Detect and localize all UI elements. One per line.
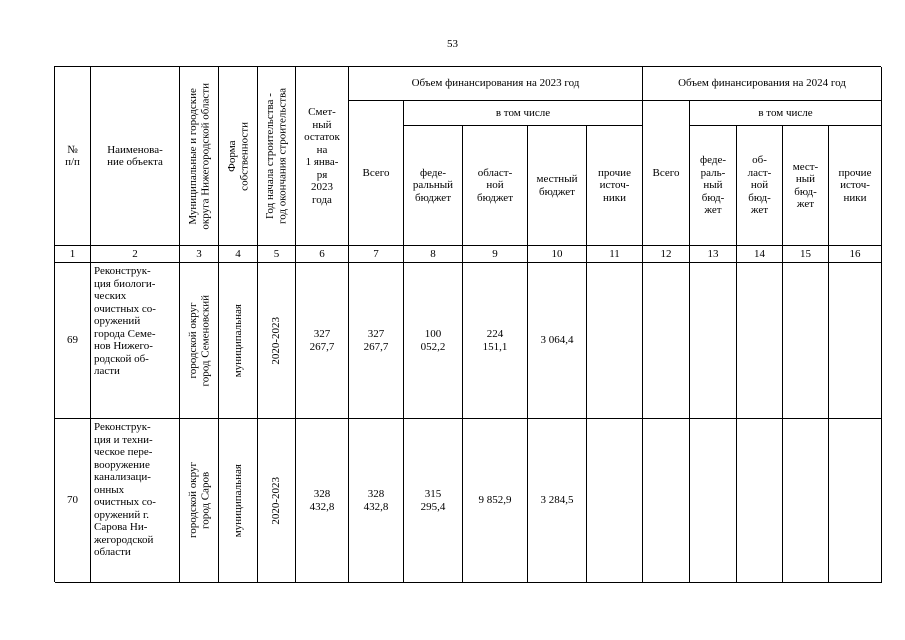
municipality: городской округ город Саров bbox=[180, 419, 219, 583]
column-number: 4 bbox=[219, 246, 258, 263]
construction-years: 2020-2023 bbox=[258, 419, 296, 583]
local-2023: 3 284,5 bbox=[528, 419, 587, 583]
column-number: 13 bbox=[690, 246, 737, 263]
regional-2023: 9 852,9 bbox=[463, 419, 528, 583]
column-number: 6 bbox=[296, 246, 349, 263]
other-2023 bbox=[587, 263, 643, 419]
column-number: 3 bbox=[180, 246, 219, 263]
row-num: 70 bbox=[55, 419, 91, 583]
object-name: Реконструк- ция биологи- ческих очистных со- оружений города Семе- нов Нижего- родской об- ласти bbox=[91, 263, 180, 419]
header-federal-2024: феде- раль- ный бюд- жет bbox=[690, 126, 737, 246]
other-2023 bbox=[587, 419, 643, 583]
estimate-balance: 328 432,8 bbox=[296, 419, 349, 583]
header-funding-2024: Объем финансирования на 2024 год bbox=[643, 67, 882, 101]
object-name: Реконструк- ция и техни- ческое пере- вооружение канализаци- онных очистных со- оружений г. Сарова Ни- жегородской области bbox=[91, 419, 180, 583]
header-including-2024: в том числе bbox=[690, 101, 882, 126]
header-local-2024: мест- ный бюд- жет bbox=[783, 126, 829, 246]
row-num: 69 bbox=[55, 263, 91, 419]
ownership: муниципальная bbox=[219, 419, 258, 583]
column-number: 9 bbox=[463, 246, 528, 263]
column-number: 8 bbox=[404, 246, 463, 263]
federal-2023: 100 052,2 bbox=[404, 263, 463, 419]
total-2023: 327 267,7 bbox=[349, 263, 404, 419]
other-2024 bbox=[829, 263, 882, 419]
regional-2023: 224 151,1 bbox=[463, 263, 528, 419]
column-number: 5 bbox=[258, 246, 296, 263]
regional-2024 bbox=[737, 419, 783, 583]
other-2024 bbox=[829, 419, 882, 583]
column-number: 16 bbox=[829, 246, 882, 263]
ownership: муниципальная bbox=[219, 263, 258, 419]
header-local-2023: местный бюджет bbox=[528, 126, 587, 246]
column-number: 2 bbox=[91, 246, 180, 263]
municipality: городской округ город Семеновский bbox=[180, 263, 219, 419]
header-ownership: Форма собственности bbox=[219, 67, 258, 246]
header-num: № п/п bbox=[55, 67, 91, 246]
header-other-2024: прочие источ- ники bbox=[829, 126, 882, 246]
header-regional-2024: об- ласт- ной бюд- жет bbox=[737, 126, 783, 246]
header-object-name: Наименова- ние объекта bbox=[91, 67, 180, 246]
header-regional-2023: област- ной бюджет bbox=[463, 126, 528, 246]
local-2024 bbox=[783, 263, 829, 419]
federal-2024 bbox=[690, 419, 737, 583]
column-number: 10 bbox=[528, 246, 587, 263]
total-2024 bbox=[643, 263, 690, 419]
header-funding-2023: Объем финансирования на 2023 год bbox=[349, 67, 643, 101]
header-other-2023: прочие источ- ники bbox=[587, 126, 643, 246]
header-total-2024: Всего bbox=[643, 101, 690, 246]
local-2024 bbox=[783, 419, 829, 583]
column-number: 14 bbox=[737, 246, 783, 263]
header-including-2023: в том числе bbox=[404, 101, 643, 126]
header-municipality: Муниципальные и городские округа Нижегородской области bbox=[180, 67, 219, 246]
header-federal-2023: феде- ральный бюджет bbox=[404, 126, 463, 246]
page-number: 53 bbox=[447, 38, 458, 50]
federal-2024 bbox=[690, 263, 737, 419]
local-2023: 3 064,4 bbox=[528, 263, 587, 419]
column-number: 15 bbox=[783, 246, 829, 263]
federal-2023: 315 295,4 bbox=[404, 419, 463, 583]
column-number: 7 bbox=[349, 246, 404, 263]
regional-2024 bbox=[737, 263, 783, 419]
financing-table bbox=[54, 66, 881, 582]
header-estimate-balance: Смет- ный остаток на 1 янва- ря 2023 года bbox=[296, 67, 349, 246]
total-2023: 328 432,8 bbox=[349, 419, 404, 583]
construction-years: 2020-2023 bbox=[258, 263, 296, 419]
header-construction-years: Год начала строительства - год окончания строительства bbox=[258, 67, 296, 246]
header-total-2023: Всего bbox=[349, 101, 404, 246]
column-number: 1 bbox=[55, 246, 91, 263]
estimate-balance: 327 267,7 bbox=[296, 263, 349, 419]
column-number: 12 bbox=[643, 246, 690, 263]
total-2024 bbox=[643, 419, 690, 583]
column-number: 11 bbox=[587, 246, 643, 263]
